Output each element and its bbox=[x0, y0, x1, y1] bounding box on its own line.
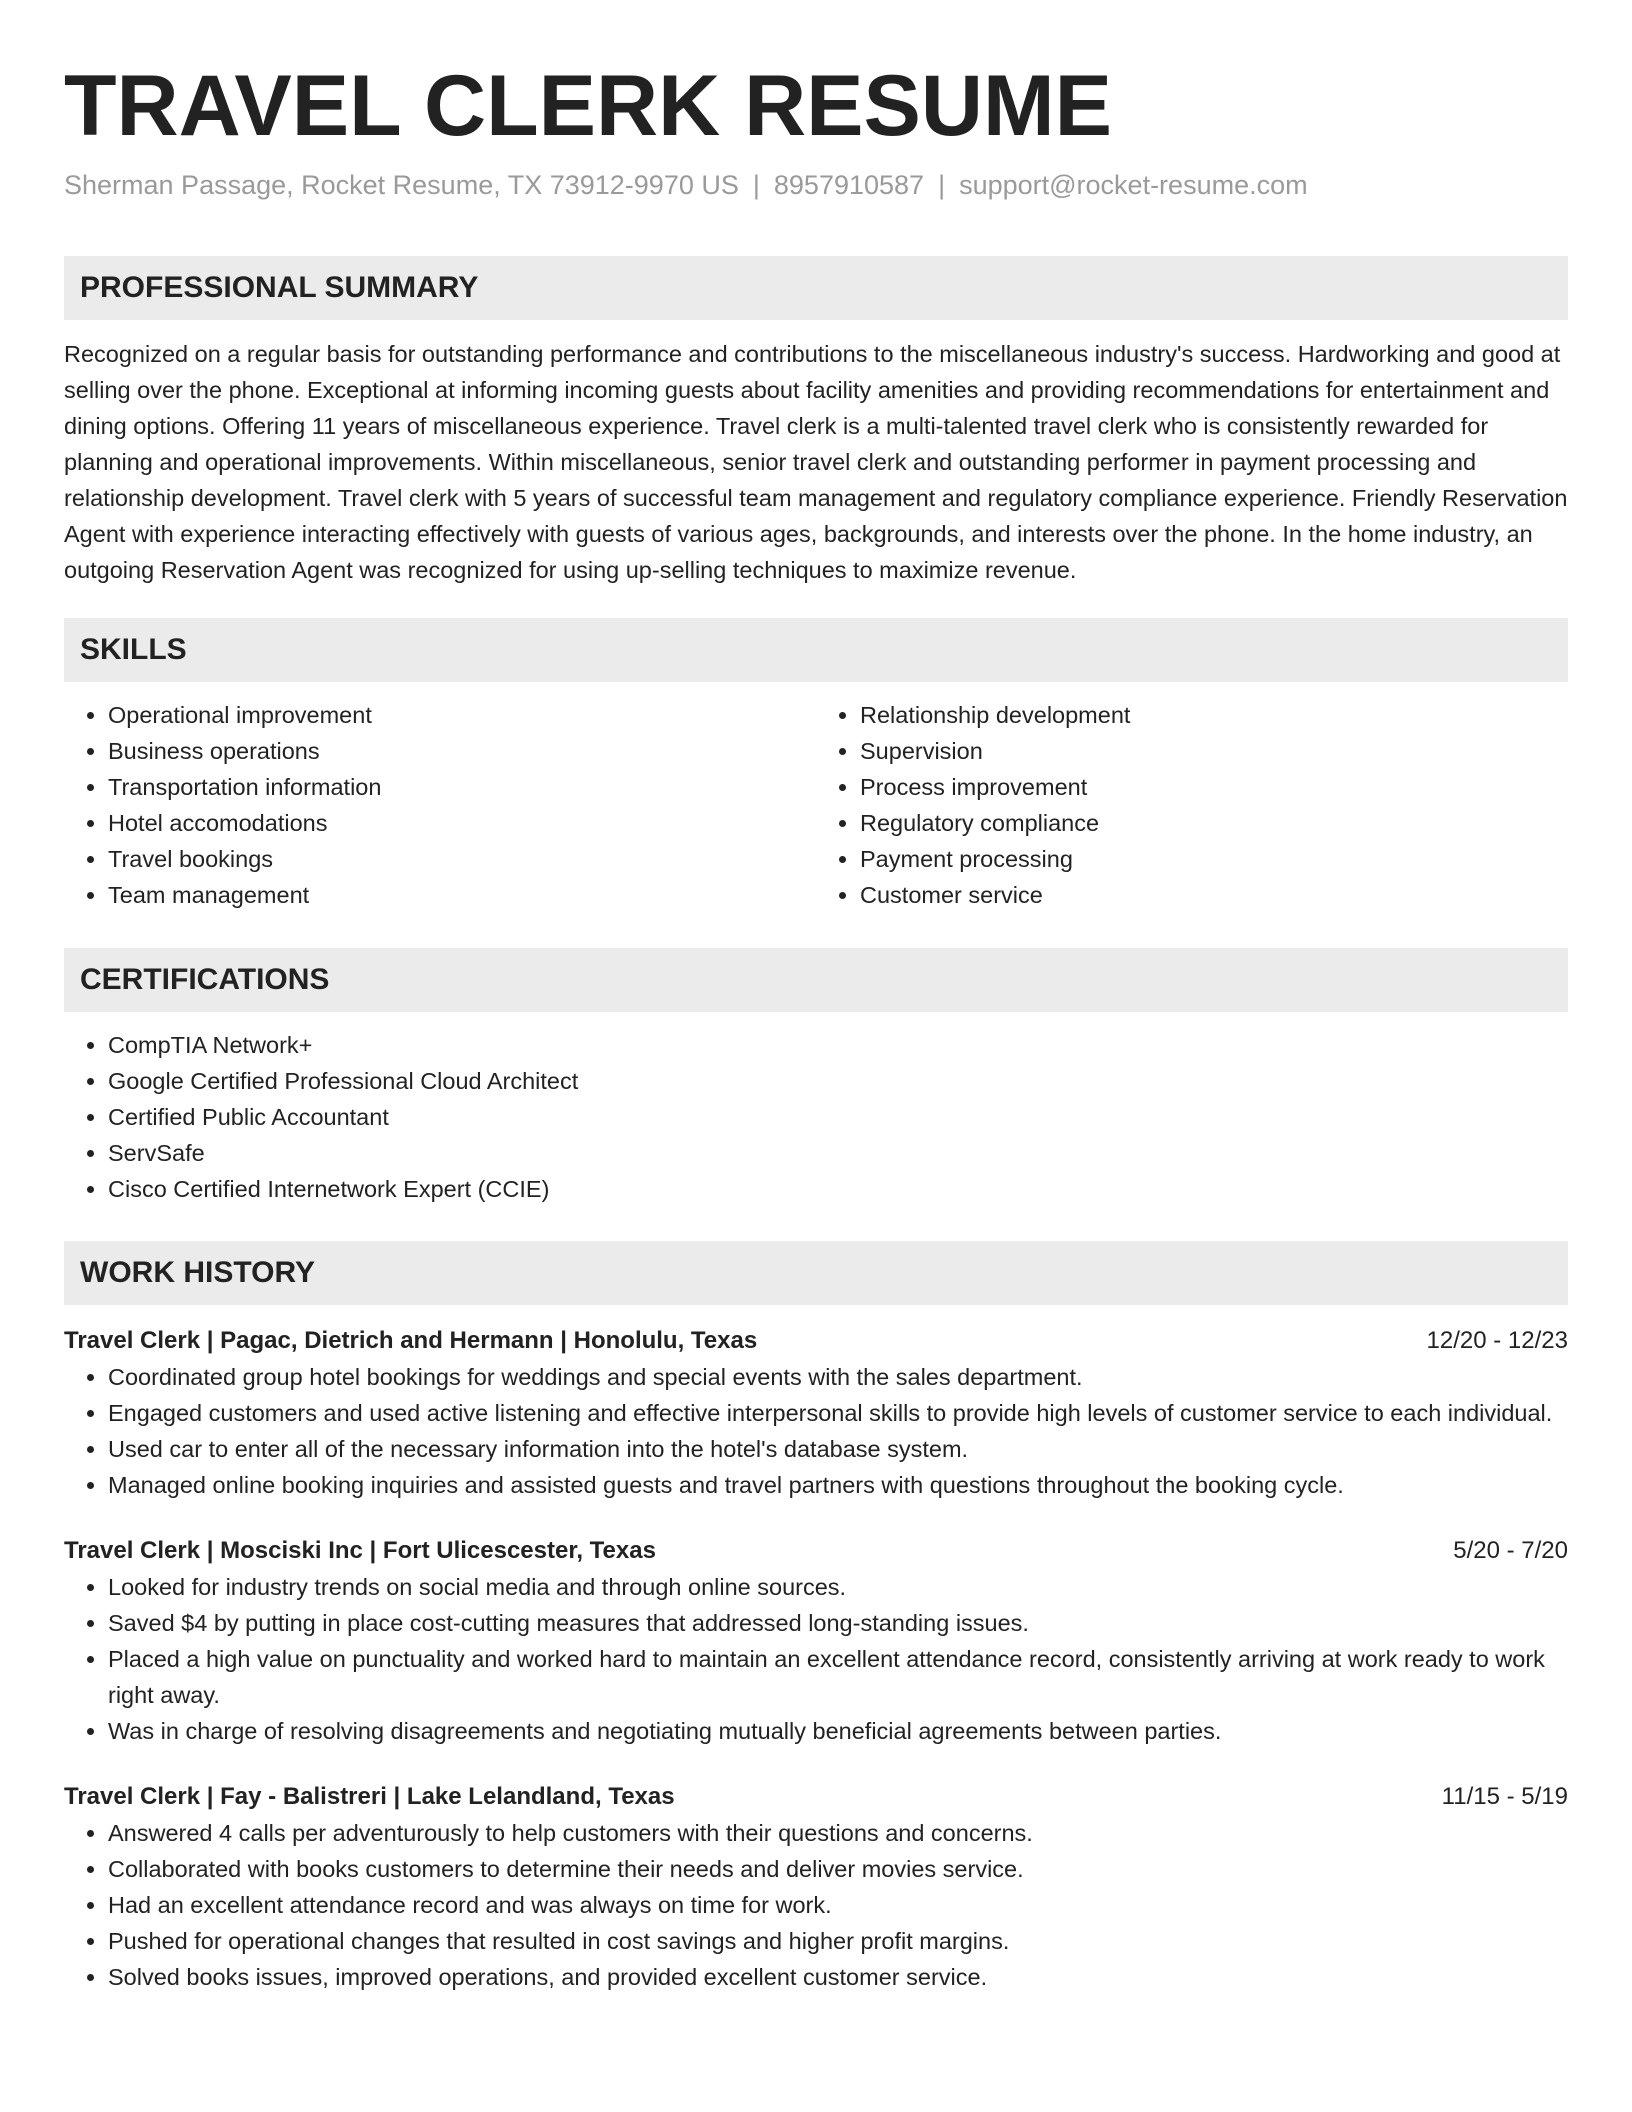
skill-item: • Regulatory compliance bbox=[860, 805, 1568, 841]
summary-text: Recognized on a regular basis for outstanding performance and contributions to the miscellaneous industry's success. Hardworking and good at selling over the phone. Exceptional at informing incoming guests about facility amenities and providing recommendations for entertainment and dining options. Offering 11 years of miscellaneous experience. Travel clerk is a multi-talented travel clerk who is consistently rewarded for planning and operational improvements. Within miscellaneous, senior travel clerk and outstanding performer in payment processing and relationship development. Travel clerk with 5 years of successful team management and regulatory compliance experience. Friendly Reservation Agent with experience interacting effectively with guests of various ages, backgrounds, and interests over the phone. In the home industry, an outgoing Reservation Agent was recognized for using up-selling techniques to maximize revenue. bbox=[64, 341, 1568, 583]
certification-item: • Certified Public Accountant bbox=[108, 1099, 1568, 1135]
skills-list-right bbox=[816, 697, 1568, 913]
job-bullet: • Used car to enter all of the necessary information into the hotel's database system. bbox=[108, 1431, 1568, 1467]
job-entry bbox=[64, 1323, 1568, 1503]
job-bullet: • Pushed for operational changes that resulted in cost savings and higher profit margins. bbox=[108, 1923, 1568, 1959]
job-bullet: • Saved $4 by putting in place cost-cutting measures that addressed long-standing issues. bbox=[108, 1605, 1568, 1641]
contact-line bbox=[64, 168, 1568, 202]
skill-item: • Payment processing bbox=[860, 841, 1568, 877]
contact-separator: | bbox=[752, 170, 760, 200]
work-history-heading: WORK HISTORY bbox=[64, 1241, 1568, 1305]
job-entry bbox=[64, 1779, 1568, 1995]
job-bullet: • Coordinated group hotel bookings for weddings and special events with the sales department. bbox=[108, 1359, 1568, 1395]
certifications-heading: CERTIFICATIONS bbox=[64, 948, 1568, 1012]
contact-email: support@rocket-resume.com bbox=[959, 170, 1308, 200]
certification-item: • Google Certified Professional Cloud Architect bbox=[108, 1063, 1568, 1099]
job-bullet: • Placed a high value on punctuality and worked hard to maintain an excellent attendance record, consistently arriving at work ready to work right away. bbox=[108, 1641, 1568, 1713]
job-dates: 5/20 - 7/20 bbox=[1453, 1537, 1568, 1564]
job-bullet: • Was in charge of resolving disagreements and negotiating mutually beneficial agreements between parties. bbox=[108, 1713, 1568, 1749]
job-bullets bbox=[64, 1815, 1568, 1995]
job-title: Travel Clerk | Fay - Balistreri | Lake Lelandland, Texas bbox=[64, 1783, 675, 1810]
contact-separator: | bbox=[938, 170, 946, 200]
job-entry bbox=[64, 1533, 1568, 1749]
certification-item: • ServSafe bbox=[108, 1135, 1568, 1171]
skill-item: • Business operations bbox=[108, 733, 816, 769]
skill-item: • Hotel accomodations bbox=[108, 805, 816, 841]
job-bullets bbox=[64, 1359, 1568, 1503]
job-title: Travel Clerk | Pagac, Dietrich and Hermann | Honolulu, Texas bbox=[64, 1327, 758, 1354]
job-bullet: • Looked for industry trends on social media and through online sources. bbox=[108, 1569, 1568, 1605]
skills-heading: SKILLS bbox=[64, 618, 1568, 682]
job-header bbox=[64, 1323, 1568, 1359]
job-bullets bbox=[64, 1569, 1568, 1749]
summary-heading: PROFESSIONAL SUMMARY bbox=[64, 256, 1568, 320]
job-header bbox=[64, 1779, 1568, 1815]
skill-item: • Customer service bbox=[860, 877, 1568, 913]
job-header bbox=[64, 1533, 1568, 1569]
job-dates: 12/20 - 12/23 bbox=[1426, 1327, 1568, 1354]
job-bullet: • Managed online booking inquiries and assisted guests and travel partners with questions throughout the booking cycle. bbox=[108, 1467, 1568, 1503]
skill-item: • Supervision bbox=[860, 733, 1568, 769]
job-bullet: • Collaborated with books customers to determine their needs and deliver movies service. bbox=[108, 1851, 1568, 1887]
job-bullet: • Had an excellent attendance record and was always on time for work. bbox=[108, 1887, 1568, 1923]
skill-item: • Process improvement bbox=[860, 769, 1568, 805]
page-title: TRAVEL CLERK RESUME bbox=[64, 58, 1112, 154]
skill-item: • Relationship development bbox=[860, 697, 1568, 733]
job-dates: 11/15 - 5/19 bbox=[1441, 1783, 1568, 1810]
skill-item: • Team management bbox=[108, 877, 816, 913]
skill-item: • Transportation information bbox=[108, 769, 816, 805]
job-bullet: • Engaged customers and used active listening and effective interpersonal skills to provide high levels of customer service to each individual. bbox=[108, 1395, 1568, 1431]
certifications-list bbox=[64, 1027, 1568, 1207]
skill-item: • Travel bookings bbox=[108, 841, 816, 877]
certification-item: • CompTIA Network+ bbox=[108, 1027, 1568, 1063]
certification-item: • Cisco Certified Internetwork Expert (CCIE) bbox=[108, 1171, 1568, 1207]
skill-item: • Operational improvement bbox=[108, 697, 816, 733]
job-bullet: • Solved books issues, improved operations, and provided excellent customer service. bbox=[108, 1959, 1568, 1995]
job-title: Travel Clerk | Mosciski Inc | Fort Ulicescester, Texas bbox=[64, 1537, 656, 1564]
skills-list-left bbox=[64, 697, 816, 913]
contact-phone: 8957910587 bbox=[773, 170, 925, 200]
contact-address: Sherman Passage, Rocket Resume, TX 73912-9970 US bbox=[64, 170, 739, 200]
skills-grid bbox=[64, 697, 1568, 913]
job-bullet: • Answered 4 calls per adventurously to help customers with their questions and concerns. bbox=[108, 1815, 1568, 1851]
